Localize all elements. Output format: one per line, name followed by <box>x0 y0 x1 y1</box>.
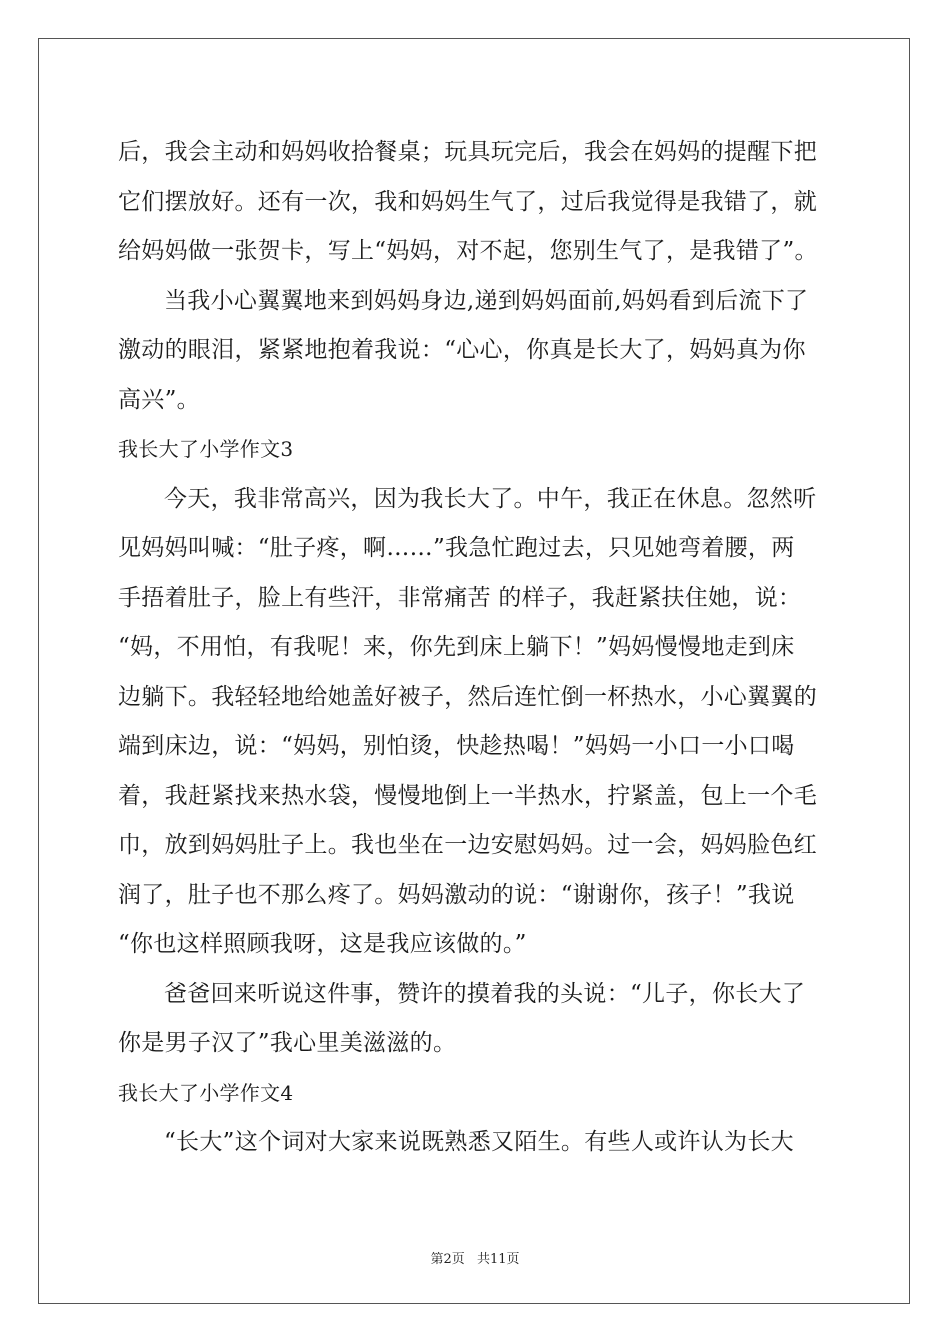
text-line: 你是男子汉了”我心里美滋滋的。 <box>118 1030 457 1056</box>
text-line: 激动的眼泪，紧紧地抱着我说：“心心，你真是长大了，妈妈真为你 <box>118 337 806 363</box>
text-line: 它们摆放好。还有一次，我和妈妈生气了，过后我觉得是我错了，就 <box>118 188 817 215</box>
paragraph-start: 当我小心翼翼地来到妈妈身边,递到妈妈面前,妈妈看到后流下了 <box>164 287 809 314</box>
text-line: 见妈妈叫喊：“肚子疼，啊……”我急忙跑过去，只见她弯着腰，两 <box>118 535 795 561</box>
text-line: 后，我会主动和妈妈收拾餐桌；玩具玩完后，我会在妈妈的提醒下把 <box>118 139 817 165</box>
section-heading: 我长大了小学作文4 <box>118 1080 294 1105</box>
text-line: “你也这样照顾我呀，这是我应该做的。” <box>118 931 527 957</box>
text-line: 润了，肚子也不那么疼了。妈妈激动的说：“谢谢你，孩子！”我说 <box>118 881 795 908</box>
text-line: 高兴”。 <box>118 386 200 413</box>
text-line: “妈，不用怕，有我呢！来，你先到床上躺下！”妈妈慢慢地走到床 <box>118 634 795 660</box>
document-body <box>118 128 834 1168</box>
page-total: 共11页 <box>476 1252 520 1267</box>
page-footer <box>0 1248 950 1267</box>
paragraph-start: 今天，我非常高兴，因为我长大了。中午，我正在休息。忽然听 <box>164 485 817 512</box>
text-line: 着，我赶紧找来热水袋，慢慢地倒上一半热水，拧紧盖，包上一个毛 <box>118 782 817 809</box>
text-line: 边躺下。我轻轻地给她盖好被子，然后连忙倒一杯热水，小心翼翼的 <box>118 683 817 710</box>
text-line: 手捂着肚子，脸上有些汗，非常痛苦 的样子，我赶紧扶住她，说： <box>118 584 802 611</box>
section-heading: 我长大了小学作文3 <box>118 437 294 461</box>
text-line: 给妈妈做一张贺卡，写上“妈妈，对不起，您别生气了，是我错了”。 <box>118 238 818 264</box>
page-number: 第2页 <box>430 1252 465 1267</box>
text-line: 巾，放到妈妈肚子上。我也坐在一边安慰妈妈。过一会，妈妈脸色红 <box>118 832 817 858</box>
text-line: 端到床边，说：“妈妈，别怕烫，快趁热喝！”妈妈一小口一小口喝 <box>118 733 795 759</box>
paragraph-start: 爸爸回来听说这件事，赞许的摸着我的头说：“儿子，你长大了 <box>164 980 806 1007</box>
paragraph-start: “长大”这个词对大家来说既熟悉又陌生。有些人或许认为长大 <box>164 1129 794 1155</box>
